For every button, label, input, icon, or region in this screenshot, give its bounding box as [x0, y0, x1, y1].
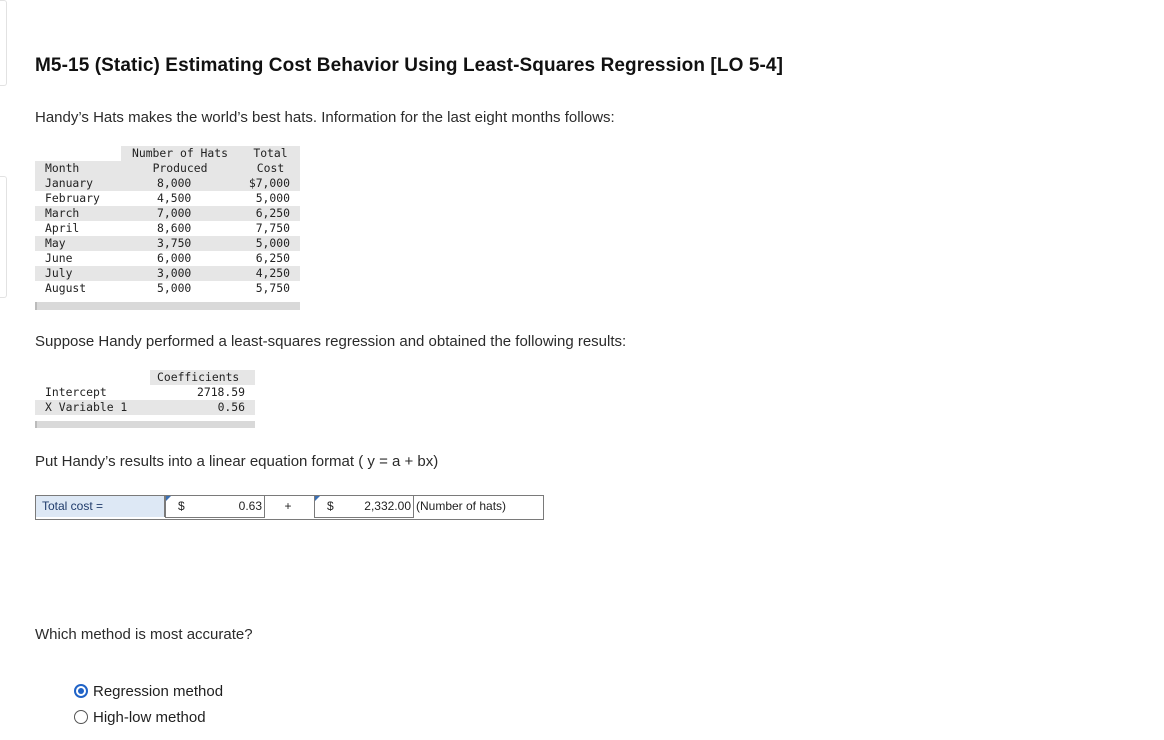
equation-prompt: Put Handy’s results into a linear equation format ( y = a + bx): [35, 453, 439, 470]
regression-intro-text: Suppose Handy performed a least-squares regression and obtained the following results:: [35, 333, 627, 350]
left-edge-decoration: [0, 0, 7, 86]
table-row: [35, 266, 300, 281]
table-header: [35, 146, 300, 176]
hats-cell: 8,600: [157, 221, 192, 235]
hats-cell: 3,750: [157, 236, 192, 250]
cost-header-line1: Total: [253, 146, 288, 160]
dollar-sign: $: [327, 499, 334, 513]
coef-label: X Variable 1: [45, 400, 128, 414]
hats-cell: 5,000: [157, 281, 192, 295]
question-text: Which method is most accurate?: [35, 626, 253, 643]
table-row: [35, 221, 300, 236]
hats-cell: 3,000: [157, 266, 192, 280]
plus-sign: +: [284, 499, 292, 513]
coefficients-table: [35, 370, 255, 428]
radio-button-selected[interactable]: [74, 684, 88, 698]
coef-value: 0.56: [217, 400, 245, 414]
month-cell: June: [45, 251, 73, 265]
month-header: Month: [45, 161, 80, 175]
cost-cell: 4,250: [255, 266, 290, 280]
cost-cell: 5,000: [255, 236, 290, 250]
table-row: [35, 176, 300, 191]
table-row: [35, 236, 300, 251]
method-options: [74, 678, 223, 730]
table-row: [35, 191, 300, 206]
month-cell: February: [45, 191, 100, 205]
intro-text: Handy’s Hats makes the world’s best hats. Information for the last eight months follows:: [35, 109, 615, 126]
slope-value: 2,332.00: [364, 499, 411, 513]
cost-cell: 6,250: [255, 251, 290, 265]
coef-label: Intercept: [45, 385, 107, 399]
dollar-sign: $: [178, 499, 185, 513]
coefficients-header: [35, 370, 255, 385]
total-cost-label: Total cost =: [36, 496, 165, 517]
hats-header-line1: Number of Hats: [131, 146, 228, 160]
table-footer-bar: [35, 302, 300, 310]
input-flag-icon: [166, 496, 171, 501]
intercept-input[interactable]: [165, 495, 265, 518]
production-cost-table: [35, 146, 300, 310]
radio-button[interactable]: [74, 710, 88, 724]
table-row: [35, 251, 300, 266]
equation-row: [35, 495, 544, 520]
coef-value: 2718.59: [196, 385, 245, 399]
table-footer-bar: [35, 421, 255, 428]
option-label: Regression method: [93, 682, 224, 700]
option-regression[interactable]: [74, 678, 223, 704]
cost-cell: $7,000: [248, 176, 290, 190]
problem-title: M5-15 (Static) Estimating Cost Behavior Using Least-Squares Regression [LO 5-4]: [35, 55, 784, 76]
hats-cell: 4,500: [157, 191, 192, 205]
month-cell: April: [45, 221, 80, 235]
slope-input[interactable]: [314, 495, 414, 518]
cost-cell: 6,250: [255, 206, 290, 220]
left-edge-decoration: [0, 176, 7, 298]
input-flag-icon: [315, 496, 320, 501]
option-label: High-low method: [93, 708, 206, 726]
unit-label: (Number of hats): [416, 499, 507, 513]
cost-cell: 7,750: [255, 221, 290, 235]
hats-header-line2: Produced: [152, 161, 208, 175]
table-row: [35, 281, 300, 296]
coefficients-header-label: Coefficients: [157, 370, 240, 384]
option-high-low[interactable]: [74, 704, 223, 730]
intercept-value: 0.63: [238, 499, 262, 513]
month-cell: May: [45, 236, 66, 250]
month-cell: January: [45, 176, 94, 190]
table-row: [35, 206, 300, 221]
hats-cell: 7,000: [157, 206, 192, 220]
cost-cell: 5,750: [255, 281, 290, 295]
month-cell: March: [45, 206, 80, 220]
hats-cell: 6,000: [157, 251, 192, 265]
month-cell: August: [45, 281, 87, 295]
hats-cell: 8,000: [157, 176, 192, 190]
cost-cell: 5,000: [255, 191, 290, 205]
month-cell: July: [45, 266, 73, 280]
table-row: [35, 400, 255, 415]
cost-header-line2: Cost: [256, 161, 285, 175]
table-row: [35, 385, 255, 400]
